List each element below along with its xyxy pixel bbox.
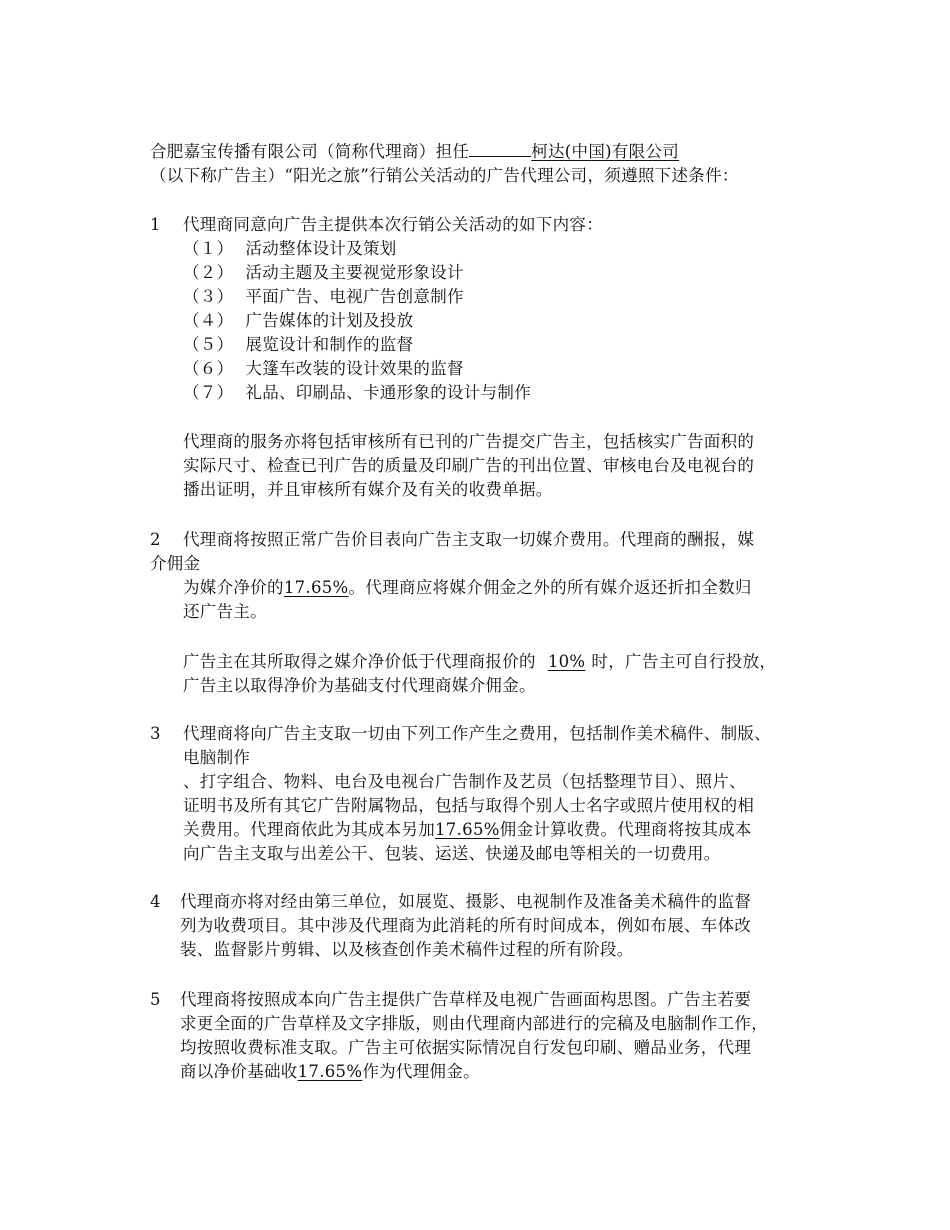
text-run: 时，广告主可自行投放，: [591, 652, 777, 671]
section-2-line: 还广告主。: [183, 602, 267, 621]
section-1-paragraph-line: 实际尺寸、检查已刊广告的质量及印刷广告的刊出位置、审核电台及电视台的: [183, 456, 755, 475]
section-2-line: 介佣金: [150, 554, 201, 573]
section-4-line: 装、监督影片剪辑、以及核查创作美术稿件过程的所有阶段。: [180, 940, 634, 959]
blank-underline: [469, 141, 531, 157]
section-2-line: [183, 576, 752, 600]
section-3-number: 3: [150, 724, 161, 743]
commission-rate: 17.65%: [435, 820, 500, 839]
text-run: 商以净价基础收: [180, 1062, 298, 1081]
text-run: 佣金计算收费。代理商将按其成本: [499, 820, 752, 839]
section-5-line: 均按照收费标准支取。广告主可依据实际情况自行发包印刷、赠品业务，代理: [180, 1038, 752, 1057]
text-run: 为媒介净价的: [183, 578, 284, 597]
text-run: 作为代理佣金。: [362, 1062, 480, 1081]
section-5-number: 5: [150, 990, 161, 1009]
list-item: [183, 309, 413, 333]
section-3-line: [183, 818, 752, 842]
section-1-number: 1: [150, 215, 161, 234]
intro-line-2: （以下称广告主）“阳光之旅”行销公关活动的广告代理公司，须遵照下述条件：: [150, 166, 739, 185]
list-item-number: （１）: [183, 239, 234, 258]
list-item-text: 平面广告、电视广告创意制作: [245, 287, 464, 306]
list-item-text: 大篷车改装的设计效果的监督: [245, 359, 464, 378]
intro-text: 合肥嘉宝传播有限公司（简称代理商）担任: [150, 142, 470, 161]
text-run: 。代理商应将媒介佣金之外的所有媒介返还折扣全数归: [348, 578, 752, 597]
threshold-rate: 10%: [547, 652, 586, 671]
section-2-number: 2: [150, 530, 161, 549]
section-3-line: 证明书及所有其它广告附属物品，包括与取得个别人士名字或照片使用权的相: [183, 796, 755, 815]
section-5-line: 求更全面的广告草样及文字排版，则由代理商内部进行的完稿及电脑制作工作，: [180, 1014, 768, 1033]
list-item-number: （３）: [183, 287, 234, 306]
section-2-line: [183, 650, 776, 674]
section-1-heading: 代理商同意向广告主提供本次行销公关活动的如下内容：: [183, 215, 603, 234]
text-run: 广告主在其所取得之媒介净价低于代理商报价的: [183, 652, 536, 671]
list-item-number: （４）: [183, 311, 234, 330]
commission-rate: 17.65%: [297, 1062, 363, 1081]
list-item-number: （６）: [183, 359, 234, 378]
section-4-line: 列为收费项目。其中涉及代理商为此消耗的所有时间成本，例如布展、车体改: [180, 916, 752, 935]
section-4-line: 代理商亦将对经由第三单位，如展览、摄影、电视制作及准备美术稿件的监督: [180, 892, 752, 911]
list-item-number: （７）: [183, 383, 234, 402]
list-item-number: （５）: [183, 335, 234, 354]
list-item-number: （２）: [183, 263, 234, 282]
section-1-paragraph-line: 代理商的服务亦将包括审核所有已刊的广告提交广告主，包括核实广告面积的: [183, 432, 755, 451]
list-item-text: 广告媒体的计划及投放: [245, 311, 414, 330]
commission-rate: 17.65%: [283, 578, 349, 597]
section-3-line: 电脑制作: [183, 748, 251, 767]
section-5-line: 代理商将按照成本向广告主提供广告草样及电视广告画面构思图。广告主若要: [180, 990, 752, 1009]
list-item-text: 展览设计和制作的监督: [245, 335, 414, 354]
list-item: [183, 381, 531, 405]
section-2-line: 代理商将按照正常广告价目表向广告主支取一切媒介费用。代理商的酬报，媒: [183, 530, 755, 549]
list-item: [183, 285, 464, 309]
section-3-line: 、打字组合、物料、电台及电视台广告制作及艺员（包括整理节目）、照片、: [183, 772, 746, 791]
list-item: [183, 237, 397, 261]
list-item: [183, 357, 464, 381]
text-run: 关费用。代理商依此为其成本另加: [183, 820, 435, 839]
section-3-line: 向广告主支取与出差公干、包装、运送、快递及邮电等相关的一切费用。: [183, 844, 721, 863]
section-3-line: 代理商将向广告主支取一切由下列工作产生之费用，包括制作美术稿件、制版、: [183, 724, 771, 743]
section-2-line: 广告主以取得净价为基础支付代理商媒介佣金。: [183, 676, 536, 695]
list-item-text: 礼品、印刷品、卡通形象的设计与制作: [245, 383, 532, 402]
client-company-name: 柯达(中国)有限公司: [531, 142, 680, 161]
list-item: [183, 333, 413, 357]
section-1-paragraph-line: 播出证明，并且审核所有媒介及有关的收费单据。: [183, 480, 553, 499]
list-item-text: 活动整体设计及策划: [245, 239, 397, 258]
section-4-number: 4: [150, 892, 161, 911]
section-5-line: [180, 1060, 480, 1084]
list-item: [183, 261, 464, 285]
intro-line-1: [150, 140, 679, 164]
list-item-text: 活动主题及主要视觉形象设计: [245, 263, 464, 282]
